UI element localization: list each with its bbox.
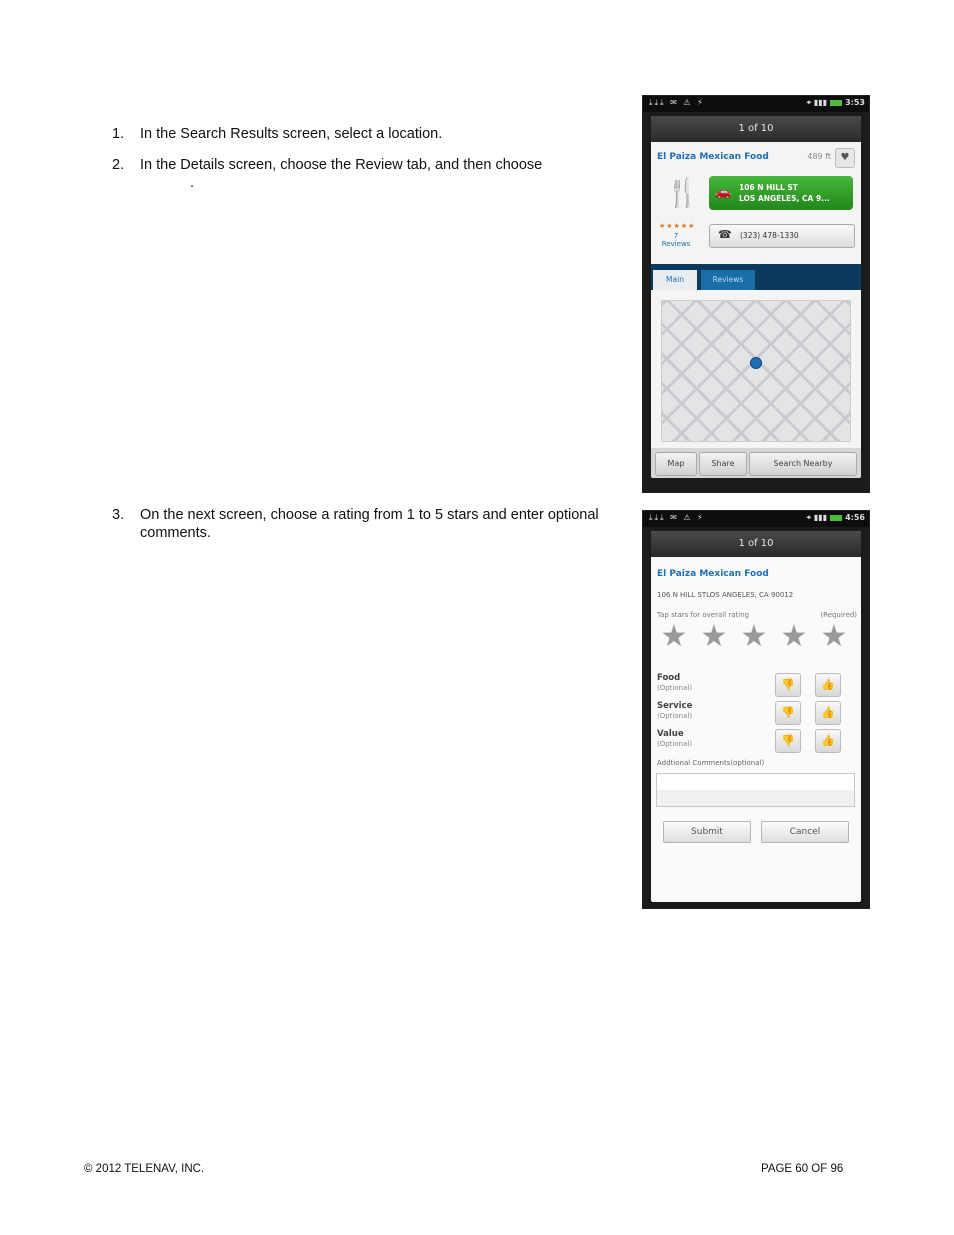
- location-map[interactable]: [661, 300, 851, 442]
- drive-to-address-button[interactable]: [709, 176, 853, 210]
- row-label: Value: [657, 729, 684, 739]
- bottom-action-bar: [651, 448, 861, 478]
- step-text: In the Search Results screen, select a location.: [140, 126, 443, 142]
- submit-button[interactable]: Submit: [663, 821, 751, 843]
- star-4-icon[interactable]: ★: [780, 619, 808, 654]
- step-number: 3.: [112, 507, 125, 523]
- battery-icon: [830, 100, 842, 106]
- tab-reviews[interactable]: Reviews: [701, 270, 755, 290]
- notification-icons: ⤓⤓⤓ ✉ ⚠ ⚡: [649, 98, 705, 107]
- review-count: 7: [673, 232, 679, 240]
- star-3-icon[interactable]: ★: [740, 619, 768, 654]
- dialog-title: 1 of 10: [651, 531, 861, 557]
- favorite-heart-icon[interactable]: ♥: [835, 148, 855, 168]
- notification-icons: ⤓⤓⤓ ✉ ⚠ ⚡: [649, 513, 705, 522]
- rating-instruction: Tap stars for overall rating: [657, 611, 750, 619]
- row-label: Service: [657, 701, 693, 711]
- details-dialog: [651, 116, 861, 478]
- battery-icon: [830, 515, 842, 521]
- map-button[interactable]: Map: [655, 452, 697, 476]
- place-name: El Paiza Mexican Food: [657, 569, 769, 579]
- thumbs-down-icon[interactable]: 👎: [775, 701, 801, 725]
- tab-bar: [651, 264, 861, 290]
- required-label: (Required): [820, 611, 857, 619]
- row-optional: (Optional): [657, 712, 693, 720]
- row-optional: (Optional): [657, 684, 693, 692]
- comments-label: Addtional Comments(optional): [657, 759, 765, 767]
- star-5-icon[interactable]: ★: [820, 619, 848, 654]
- step-text: On the next screen, choose a rating from 1 to 5 stars and enter optional comments.: [140, 507, 599, 541]
- reviews-label: Reviews: [661, 240, 691, 248]
- star-rating: [657, 619, 857, 655]
- thumbs-up-icon[interactable]: 👍: [815, 701, 841, 725]
- details-screenshot: [642, 95, 870, 493]
- review-screenshot: [642, 510, 870, 909]
- place-distance: 489 ft: [807, 152, 831, 161]
- footer-copyright: © 2012 TELENAV, INC.: [84, 1163, 205, 1175]
- reviews-link[interactable]: [659, 232, 693, 248]
- address-line-2: LOS ANGELES, CA 9...: [739, 194, 830, 203]
- place-name: El Paiza Mexican Food: [657, 152, 769, 162]
- star-1-icon[interactable]: ★: [660, 619, 688, 654]
- status-time: 4:56: [845, 513, 865, 522]
- star-2-icon[interactable]: ★: [700, 619, 728, 654]
- comments-input[interactable]: [656, 773, 855, 807]
- search-nearby-button[interactable]: Search Nearby: [749, 452, 857, 476]
- call-button[interactable]: [709, 224, 855, 248]
- restaurant-fork-icon: 🍴: [665, 176, 700, 209]
- status-time: 3:53: [845, 98, 865, 107]
- phone-number: (323) 478-1330: [740, 231, 799, 240]
- signal-icon: ⌖ ▮▮▮: [806, 98, 828, 107]
- footer-page-number: PAGE 60 OF 96: [761, 1163, 844, 1175]
- row-optional: (Optional): [657, 740, 693, 748]
- status-bar: [643, 511, 869, 527]
- step-text-cont: .: [190, 175, 195, 191]
- place-address: 106 N HILL STLOS ANGELES, CA 90012: [657, 591, 794, 599]
- row-label: Food: [657, 673, 681, 683]
- status-bar: [643, 96, 869, 112]
- cancel-button[interactable]: Cancel: [761, 821, 849, 843]
- thumbs-up-icon[interactable]: 👍: [815, 673, 841, 697]
- rating-row-value: [657, 729, 855, 757]
- tab-main[interactable]: Main: [653, 270, 697, 290]
- signal-icon: ⌖ ▮▮▮: [806, 513, 828, 522]
- step-number: 2.: [112, 157, 125, 173]
- dialog-title: 1 of 10: [651, 116, 861, 142]
- rating-row-food: [657, 673, 855, 701]
- review-dialog: [651, 531, 861, 902]
- thumbs-down-icon[interactable]: 👎: [775, 729, 801, 753]
- map-pin-icon: [750, 357, 762, 369]
- step-2-continuation: [190, 174, 194, 192]
- step-number: 1.: [112, 126, 125, 142]
- address-line-1: 106 N HILL ST: [739, 183, 798, 192]
- rating-row-service: [657, 701, 855, 729]
- share-button[interactable]: Share: [699, 452, 747, 476]
- car-icon: 🚗: [715, 185, 732, 200]
- rating-stars: ★★★★★: [659, 222, 696, 230]
- thumbs-up-icon[interactable]: 👍: [815, 729, 841, 753]
- thumbs-down-icon[interactable]: 👎: [775, 673, 801, 697]
- phone-icon: ☎: [718, 228, 732, 241]
- step-text: In the Details screen, choose the Review tab, and then choose: [140, 157, 543, 173]
